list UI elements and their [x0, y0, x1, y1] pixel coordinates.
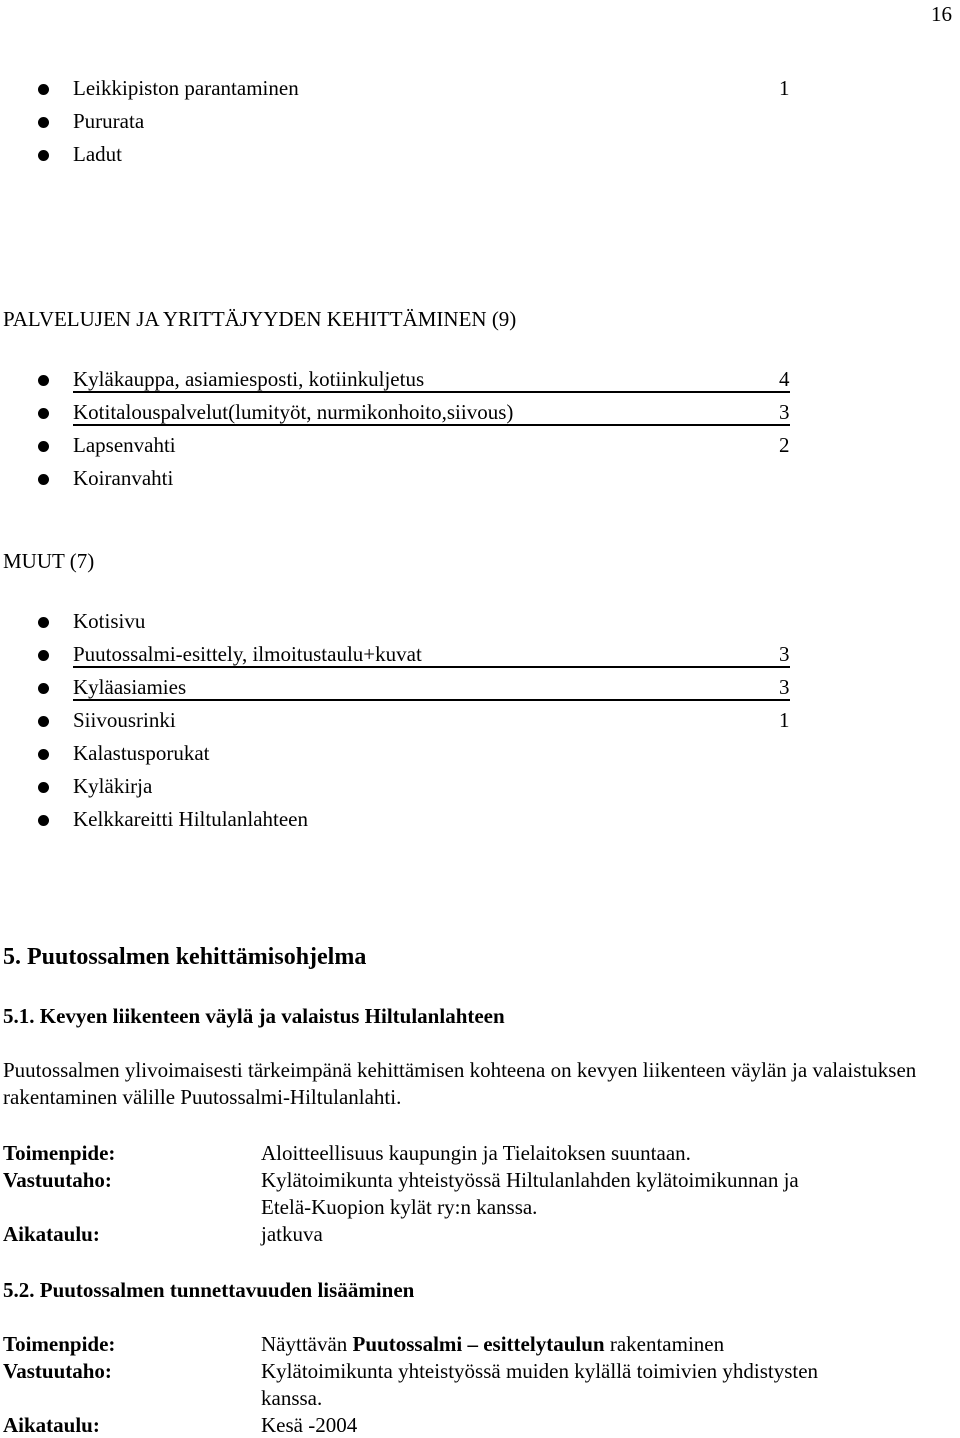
chapter-heading: 5. Puutossalmen kehittämisohjelma	[3, 944, 367, 970]
aikataulu-value: jatkuva	[261, 1222, 323, 1246]
bullet-icon	[38, 441, 49, 452]
bullet-icon	[38, 617, 49, 628]
list-item-text: Koiranvahti	[73, 466, 174, 490]
section-paragraph: Puutossalmen ylivoimaisesti tärkeimpänä kehittämisen kohteena on kevyen liikenteen väylän ja valaistuksen rakentaminen välille Puutossalmi-Hiltulanlahti.	[3, 1058, 917, 1109]
list-item	[0, 609, 960, 639]
toimenpide-value: Aloitteellisuus kaupungin ja Tielaitoksen suuntaan.	[261, 1141, 691, 1165]
list-item-count: 2	[779, 433, 790, 457]
bullet-icon	[38, 474, 49, 485]
aikataulu-value: Kesä -2004	[261, 1413, 358, 1437]
list-item	[0, 76, 960, 106]
bullet-icon	[38, 150, 49, 161]
list-item-text: Kyläkauppa, asiamiesposti, kotiinkuljetus	[73, 367, 425, 391]
list-item-text: Kelkkareitti Hiltulanlahteen	[73, 807, 308, 831]
list-item-text: Kyläasiamies	[73, 675, 187, 699]
underline-rule	[73, 699, 790, 701]
list-item	[0, 675, 960, 705]
vastuutaho-value-line2: kanssa.	[261, 1386, 323, 1410]
bullet-icon	[38, 84, 49, 95]
list-item-text: Lapsenvahti	[73, 433, 176, 457]
bullet-icon	[38, 683, 49, 694]
vastuutaho-value-line1: Kylätoimikunta yhteistyössä Hiltulanlahden kylätoimikunnan ja	[261, 1168, 799, 1192]
list-item	[0, 142, 960, 172]
list-item-text: Ladut	[73, 142, 122, 166]
list-item	[0, 774, 960, 804]
list-item-count: 4	[779, 367, 790, 391]
list-item-text: Pururata	[73, 109, 145, 133]
underline-rule	[73, 391, 790, 393]
underline-rule	[73, 666, 790, 668]
list-item-text: Leikkipiston parantaminen	[73, 76, 299, 100]
vastuutaho-label: Vastuutaho:	[3, 1168, 112, 1192]
list-item	[0, 466, 960, 496]
toimenpide-text-bold: Puutossalmi – esittelytaulun	[352, 1332, 605, 1356]
aikataulu-label: Aikataulu:	[3, 1413, 100, 1437]
list-item	[0, 642, 960, 672]
list-item	[0, 400, 960, 430]
toimenpide-label: Toimenpide:	[3, 1332, 116, 1356]
bullet-icon	[38, 408, 49, 419]
list-item-text: Kotisivu	[73, 609, 146, 633]
list-item	[0, 433, 960, 463]
underline-rule	[73, 424, 790, 426]
toimenpide-text-pre: Näyttävän	[261, 1332, 353, 1356]
list-item	[0, 741, 960, 771]
bullet-icon	[38, 117, 49, 128]
list-item-count: 1	[779, 76, 790, 100]
list-item-text: Kyläkirja	[73, 774, 153, 798]
list-item	[0, 367, 960, 397]
section-heading-5-1: 5.1. Kevyen liikenteen väylä ja valaistus Hiltulanlahteen	[3, 1004, 505, 1028]
bullet-icon	[38, 716, 49, 727]
bullet-icon	[38, 782, 49, 793]
vastuutaho-label: Vastuutaho:	[3, 1359, 112, 1383]
list-item-text: Kotitalouspalvelut(lumityöt, nurmikonhoito,siivous)	[73, 400, 514, 424]
section-heading-palvelut: PALVELUJEN JA YRITTÄJYYDEN KEHITTÄMINEN (9)	[3, 307, 517, 331]
toimenpide-value	[261, 1332, 724, 1357]
bullet-icon	[38, 749, 49, 760]
list-item-text: Siivousrinki	[73, 708, 176, 732]
aikataulu-label: Aikataulu:	[3, 1222, 100, 1246]
list-item-count: 1	[779, 708, 790, 732]
list-item-count: 3	[779, 400, 790, 424]
list-item-count: 3	[779, 642, 790, 666]
vastuutaho-value-line1: Kylätoimikunta yhteistyössä muiden kylällä toimivien yhdistysten	[261, 1359, 819, 1383]
list-item	[0, 708, 960, 738]
section-heading-5-2: 5.2. Puutossalmen tunnettavuuden lisääminen	[3, 1278, 415, 1302]
list-item-count: 3	[779, 675, 790, 699]
bullet-icon	[38, 375, 49, 386]
page-number: 16	[931, 2, 952, 26]
vastuutaho-value-line2: Etelä-Kuopion kylät ry:n kanssa.	[261, 1195, 538, 1219]
section-heading-muut: MUUT (7)	[3, 549, 95, 573]
list-item	[0, 807, 960, 837]
list-item-text: Puutossalmi-esittely, ilmoitustaulu+kuvat	[73, 642, 422, 666]
bullet-icon	[38, 650, 49, 661]
list-item	[0, 109, 960, 139]
toimenpide-label: Toimenpide:	[3, 1141, 116, 1165]
bullet-icon	[38, 815, 49, 826]
toimenpide-text-post: rakentaminen	[604, 1332, 725, 1356]
list-item-text: Kalastusporukat	[73, 741, 210, 765]
